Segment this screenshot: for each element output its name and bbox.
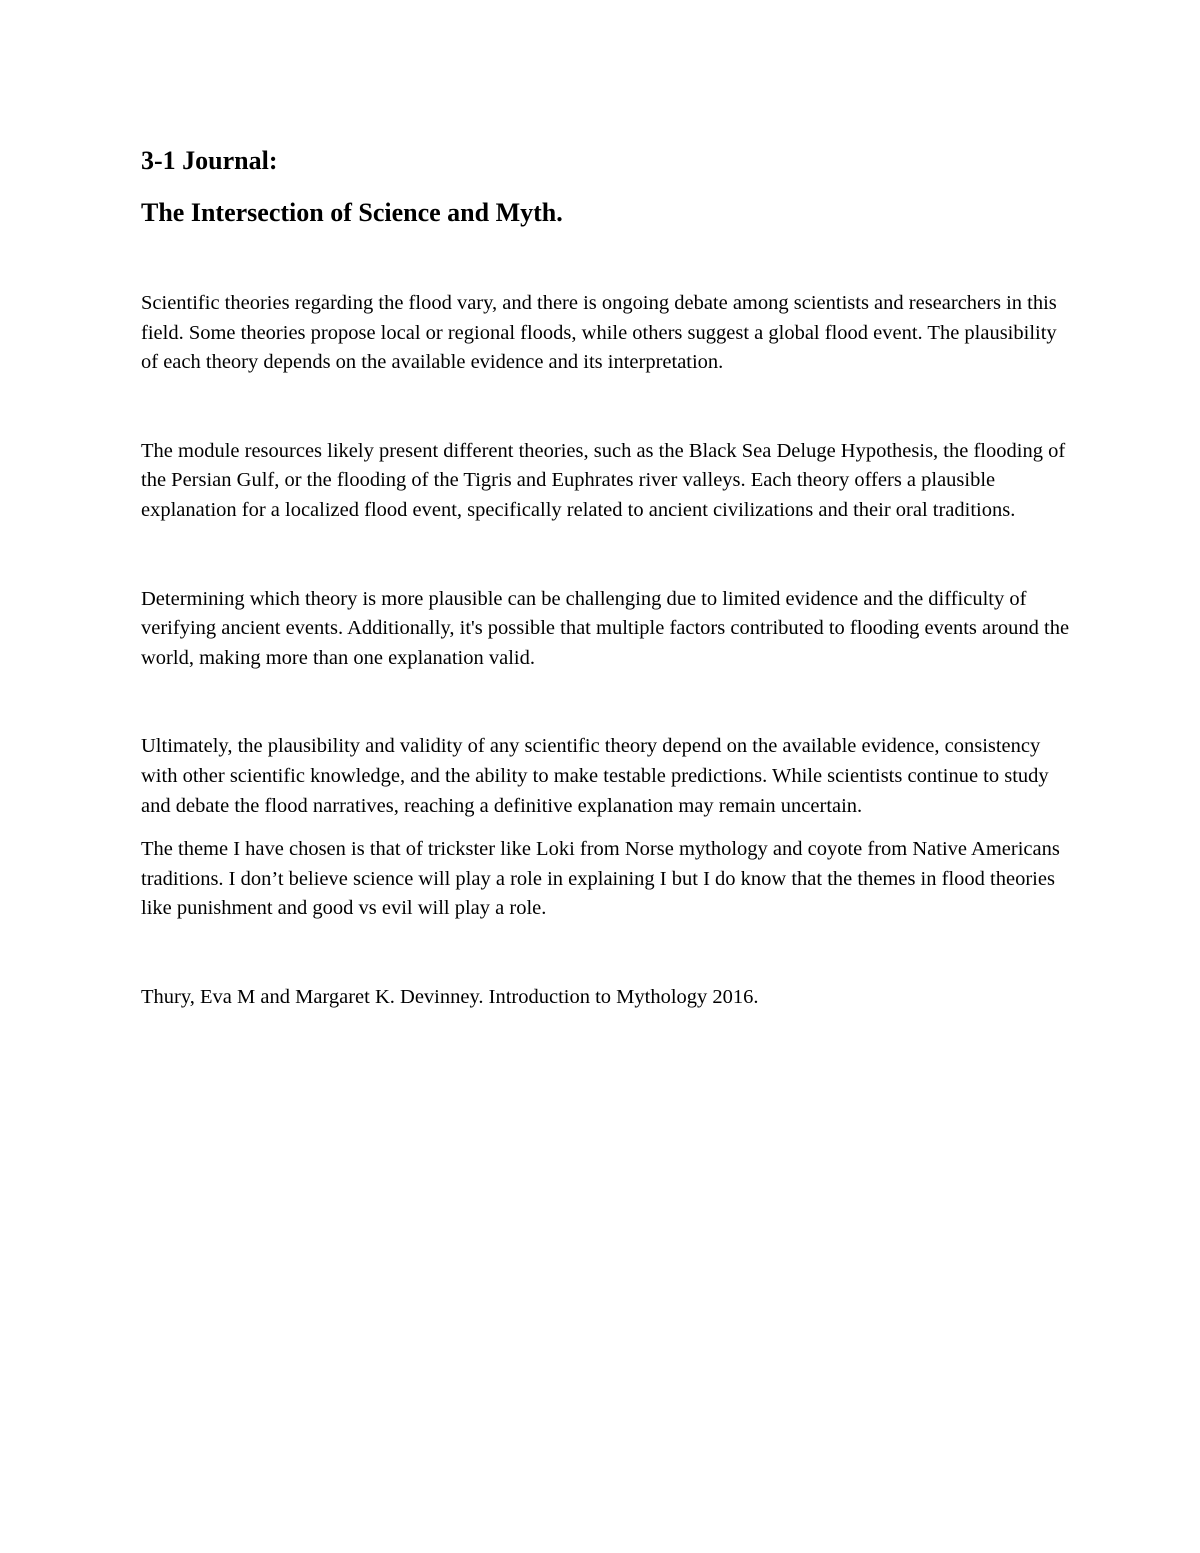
paragraph-module-resources: The module resources likely present different theories, such as the Black Sea Deluge Hypothesis, the flooding of the Persian Gulf, or the flooding of the Tigris and Euphrates river valleys. Each theory offers a plausible explanation for a localized flood event, specifically related to ancient civilizations and their oral traditions. — [141, 439, 1066, 521]
paragraph-plausibility: Determining which theory is more plausible can be challenging due to limited evidence and the difficulty of verifying ancient events. Additionally, it's possible that multiple factors contributed to flooding events around the world, making more than one explanation valid. — [141, 587, 1070, 669]
journal-title: The Intersection of Science and Myth. — [141, 198, 563, 227]
document-body — [141, 144, 1071, 1013]
journal-heading: 3-1 Journal: — [141, 146, 278, 175]
citation: Thury, Eva M and Margaret K. Devinney. Introduction to Mythology 2016. — [141, 985, 759, 1008]
paragraph-conclusion: Ultimately, the plausibility and validity of any scientific theory depend on the available evidence, consistency with other scientific knowledge, and the ability to make testable predictions. While scientists continue to study and debate the flood narratives, reaching a definitive explanation may remain uncertain. — [141, 735, 1049, 817]
paragraph-theme: The theme I have chosen is that of trickster like Loki from Norse mythology and coyote from Native Americans traditions. I don’t believe science will play a role in explaining I but I do know that the themes in flood theories like punishment and good vs evil will play a role. — [141, 838, 1060, 920]
paragraph-flood-theories: Scientific theories regarding the flood vary, and there is ongoing debate among scientists and researchers in this field. Some theories propose local or regional floods, while others suggest a global flood event. The plausibility of each theory depends on the available evidence and its interpretation. — [141, 292, 1057, 374]
